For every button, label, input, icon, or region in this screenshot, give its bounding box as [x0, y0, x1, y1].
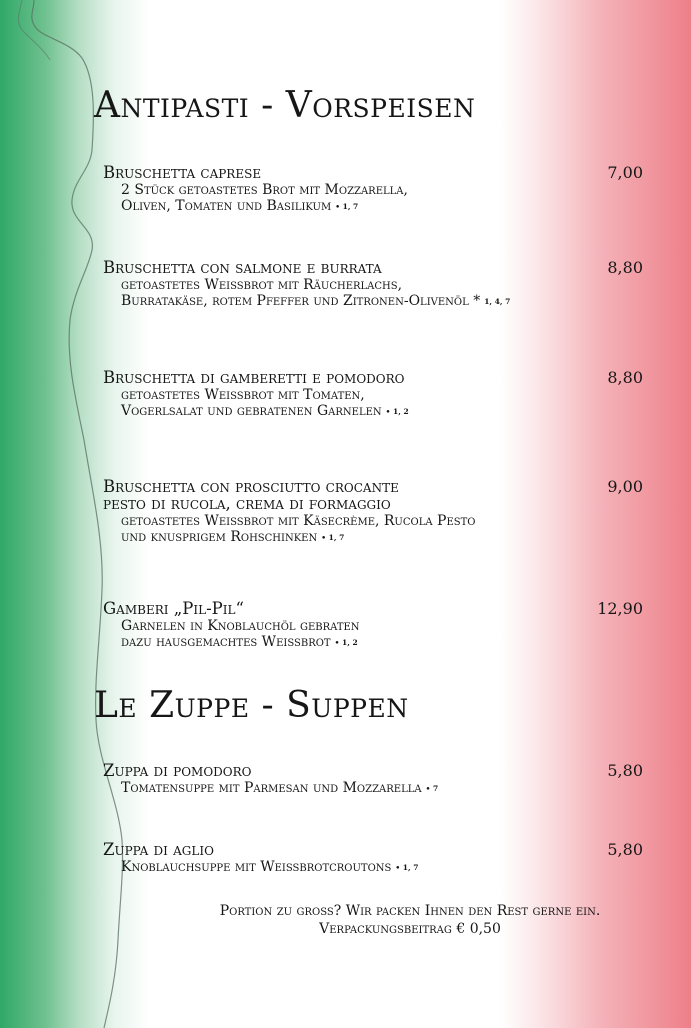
menu-item [103, 259, 643, 310]
allergen-codes: • 7 [425, 784, 439, 793]
item-description [103, 277, 643, 293]
takeaway-note [150, 902, 670, 938]
item-price: 8,80 [607, 258, 643, 277]
allergen-codes: • 1, 7 [395, 863, 419, 872]
item-price: 5,80 [607, 840, 643, 859]
takeaway-note-line: Portion zu gross? Wir packen Ihnen den Rest gerne ein. [219, 903, 601, 919]
item-description [103, 513, 643, 529]
item-description [103, 182, 643, 198]
item-name: Bruschetta di gamberetti e pomodoro [103, 368, 405, 387]
item-name: Zuppa di pomodoro [103, 761, 252, 780]
item-description [103, 529, 643, 546]
allergen-codes: • 1, 2 [385, 407, 409, 416]
menu-item [103, 164, 643, 215]
item-description [103, 780, 643, 797]
item-description-line: getoastetes Weissbrot mit Käsecrème, Rucola Pesto [121, 513, 476, 529]
item-name: Bruschetta con salmone e burrata [103, 258, 382, 277]
item-description-line: getoastetes Weissbrot mit Räucherlachs, [121, 277, 403, 293]
menu-item [103, 478, 643, 546]
item-description-line: Knoblauchsuppe mit Weissbrotcroutons [121, 859, 392, 875]
item-description-line: Tomatensuppe mit Parmesan und Mozzarella [121, 780, 422, 796]
item-description-line: 2 Stück getoastetes Brot mit Mozzarella, [121, 182, 408, 198]
section-title-antipasti: Antipasti - Vorspeisen [94, 85, 476, 126]
item-name-line2: pesto di rucola, crema di formaggio [103, 494, 391, 513]
item-name: Bruschetta caprese [103, 163, 262, 182]
item-description [103, 618, 643, 634]
item-description-line: dazu hausgemachtes Weissbrot [121, 634, 331, 650]
item-price: 7,00 [607, 163, 643, 182]
item-description-line: Garnelen in Knoblauchöl gebraten [121, 618, 360, 634]
item-description [103, 403, 643, 420]
item-price: 12,90 [597, 599, 643, 618]
item-description-line: und knusprigem Rohschinken [121, 529, 318, 545]
item-name: Zuppa di aglio [103, 840, 214, 859]
item-price: 9,00 [607, 477, 643, 496]
item-description [103, 859, 643, 876]
item-name: Gamberi „Pil-Pil“ [103, 599, 244, 618]
menu-item [103, 369, 643, 420]
menu-item [103, 600, 643, 651]
item-description-line: Oliven, Tomaten und Basilikum [121, 198, 332, 214]
packaging-fee-line: Verpackungsbeitrag € 0,50 [319, 921, 501, 937]
item-description [103, 293, 643, 310]
item-description-line: Burratakäse, rotem Pfeffer und Zitronen-Olivenöl * [121, 293, 481, 309]
item-description [103, 198, 643, 215]
allergen-codes: • 1, 7 [321, 533, 345, 542]
item-name: Bruschetta con prosciutto crocante [103, 477, 399, 496]
allergen-codes: 1, 4, 7 [484, 297, 511, 306]
allergen-codes: • 1, 2 [334, 638, 358, 647]
item-description-line: Vogerlsalat und gebratenen Garnelen [121, 403, 382, 419]
allergen-codes: • 1, 7 [335, 202, 359, 211]
item-price: 8,80 [607, 368, 643, 387]
section-title-zuppe: Le Zuppe - Suppen [94, 685, 409, 726]
item-description-line: getoastetes Weissbrot mit Tomaten, [121, 387, 365, 403]
item-description [103, 634, 643, 651]
menu-item [103, 841, 643, 876]
item-price: 5,80 [607, 761, 643, 780]
menu-item [103, 762, 643, 797]
item-description [103, 387, 643, 403]
